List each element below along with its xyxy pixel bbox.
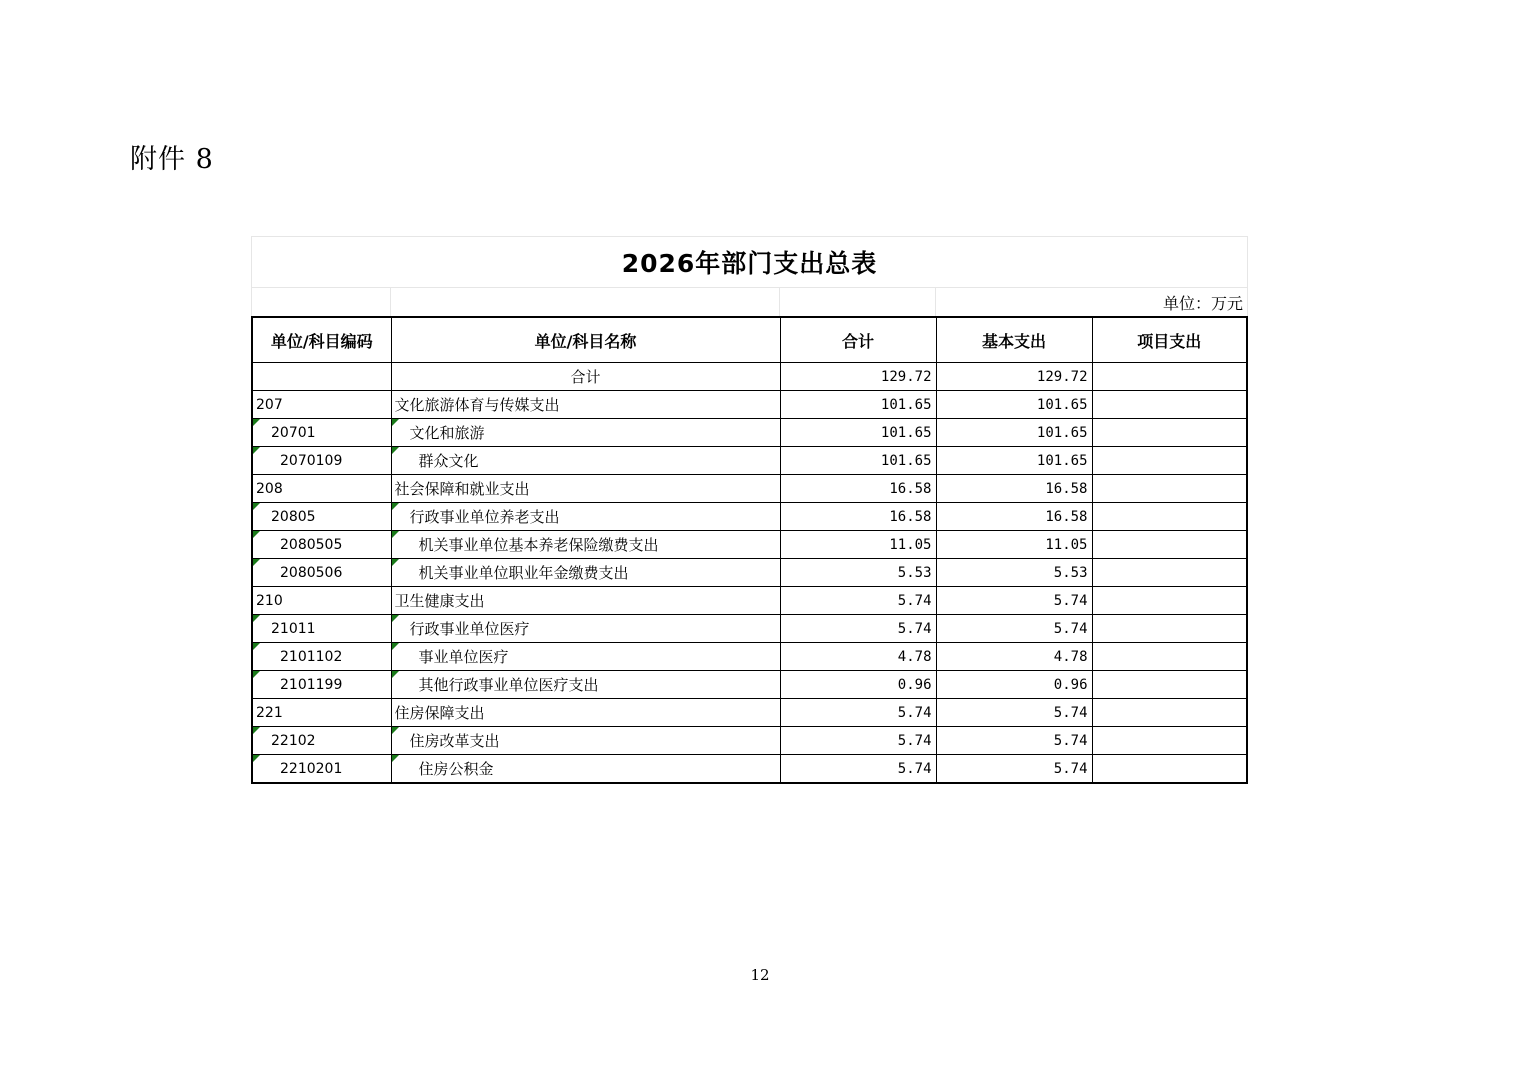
cell-total: 16.58 — [780, 475, 936, 503]
cell-name: 卫生健康支出 — [391, 587, 780, 615]
cell-code: 21011 — [252, 615, 391, 643]
cell-code: 2070109 — [252, 447, 391, 475]
cell-code — [252, 363, 391, 391]
page-number: 12 — [750, 966, 770, 984]
cell-total: 5.53 — [780, 559, 936, 587]
cell-name: 住房改革支出 — [391, 727, 780, 755]
cell-total: 16.58 — [780, 503, 936, 531]
header-row — [252, 317, 1247, 363]
cell-total: 5.74 — [780, 699, 936, 727]
cell-code: 2210201 — [252, 755, 391, 784]
header-basic: 基本支出 — [936, 317, 1092, 363]
cell-project — [1092, 475, 1247, 503]
header-name: 单位/科目名称 — [391, 317, 780, 363]
table-row — [252, 447, 1247, 475]
cell-project — [1092, 755, 1247, 784]
expenditure-sheet — [251, 236, 1248, 784]
cell-name: 文化和旅游 — [391, 419, 780, 447]
unit-row-blank-2 — [391, 288, 780, 316]
table-row — [252, 531, 1247, 559]
cell-name: 社会保障和就业支出 — [391, 475, 780, 503]
unit-row — [251, 287, 1248, 316]
cell-basic: 101.65 — [936, 419, 1092, 447]
cell-name: 行政事业单位医疗 — [391, 615, 780, 643]
cell-project — [1092, 671, 1247, 699]
cell-basic: 16.58 — [936, 503, 1092, 531]
cell-project — [1092, 531, 1247, 559]
header-code: 单位/科目编码 — [252, 317, 391, 363]
table-row — [252, 699, 1247, 727]
cell-project — [1092, 699, 1247, 727]
cell-code: 2101199 — [252, 671, 391, 699]
table-row — [252, 475, 1247, 503]
cell-name: 事业单位医疗 — [391, 643, 780, 671]
cell-total: 101.65 — [780, 447, 936, 475]
cell-basic: 101.65 — [936, 391, 1092, 419]
table-title: 2026年部门支出总表 — [251, 236, 1248, 287]
cell-total: 101.65 — [780, 391, 936, 419]
cell-total: 129.72 — [780, 363, 936, 391]
cell-name: 机关事业单位基本养老保险缴费支出 — [391, 531, 780, 559]
cell-name: 其他行政事业单位医疗支出 — [391, 671, 780, 699]
cell-project — [1092, 419, 1247, 447]
cell-name: 合计 — [391, 363, 780, 391]
cell-total: 5.74 — [780, 587, 936, 615]
table-row — [252, 727, 1247, 755]
cell-basic: 0.96 — [936, 671, 1092, 699]
unit-label: 单位：万元 — [1162, 294, 1243, 313]
table-row — [252, 363, 1247, 391]
table-row — [252, 643, 1247, 671]
table-row — [252, 391, 1247, 419]
cell-total: 5.74 — [780, 755, 936, 784]
expenditure-table — [251, 316, 1248, 784]
cell-code: 210 — [252, 587, 391, 615]
cell-basic: 5.74 — [936, 615, 1092, 643]
cell-total: 4.78 — [780, 643, 936, 671]
table-row — [252, 587, 1247, 615]
cell-code: 22102 — [252, 727, 391, 755]
cell-basic: 5.74 — [936, 727, 1092, 755]
cell-project — [1092, 447, 1247, 475]
cell-basic: 5.74 — [936, 699, 1092, 727]
cell-code: 2101102 — [252, 643, 391, 671]
cell-project — [1092, 615, 1247, 643]
cell-project — [1092, 643, 1247, 671]
header-project: 项目支出 — [1092, 317, 1247, 363]
table-row — [252, 671, 1247, 699]
cell-total: 5.74 — [780, 615, 936, 643]
cell-basic: 11.05 — [936, 531, 1092, 559]
cell-name: 文化旅游体育与传媒支出 — [391, 391, 780, 419]
cell-basic: 5.74 — [936, 755, 1092, 784]
cell-project — [1092, 587, 1247, 615]
cell-name: 群众文化 — [391, 447, 780, 475]
cell-basic: 129.72 — [936, 363, 1092, 391]
table-row — [252, 503, 1247, 531]
cell-total: 101.65 — [780, 419, 936, 447]
cell-total: 11.05 — [780, 531, 936, 559]
cell-total: 0.96 — [780, 671, 936, 699]
cell-name: 机关事业单位职业年金缴费支出 — [391, 559, 780, 587]
cell-project — [1092, 391, 1247, 419]
cell-project — [1092, 727, 1247, 755]
cell-name: 行政事业单位养老支出 — [391, 503, 780, 531]
cell-code: 207 — [252, 391, 391, 419]
cell-code: 2080506 — [252, 559, 391, 587]
header-total: 合计 — [780, 317, 936, 363]
cell-basic: 4.78 — [936, 643, 1092, 671]
cell-code: 208 — [252, 475, 391, 503]
table-row — [252, 419, 1247, 447]
cell-code: 20805 — [252, 503, 391, 531]
unit-row-blank-3 — [780, 288, 936, 316]
table-body — [252, 363, 1247, 784]
cell-project — [1092, 559, 1247, 587]
cell-code: 2080505 — [252, 531, 391, 559]
cell-basic: 5.74 — [936, 587, 1092, 615]
cell-name: 住房保障支出 — [391, 699, 780, 727]
table-row — [252, 559, 1247, 587]
cell-basic: 5.53 — [936, 559, 1092, 587]
cell-basic: 16.58 — [936, 475, 1092, 503]
cell-project — [1092, 503, 1247, 531]
cell-total: 5.74 — [780, 727, 936, 755]
table-row — [252, 615, 1247, 643]
attachment-label: 附件 8 — [130, 144, 214, 175]
cell-basic: 101.65 — [936, 447, 1092, 475]
cell-name: 住房公积金 — [391, 755, 780, 784]
table-row — [252, 755, 1247, 784]
cell-code: 221 — [252, 699, 391, 727]
cell-project — [1092, 363, 1247, 391]
unit-row-blank-1 — [252, 288, 391, 316]
cell-code: 20701 — [252, 419, 391, 447]
